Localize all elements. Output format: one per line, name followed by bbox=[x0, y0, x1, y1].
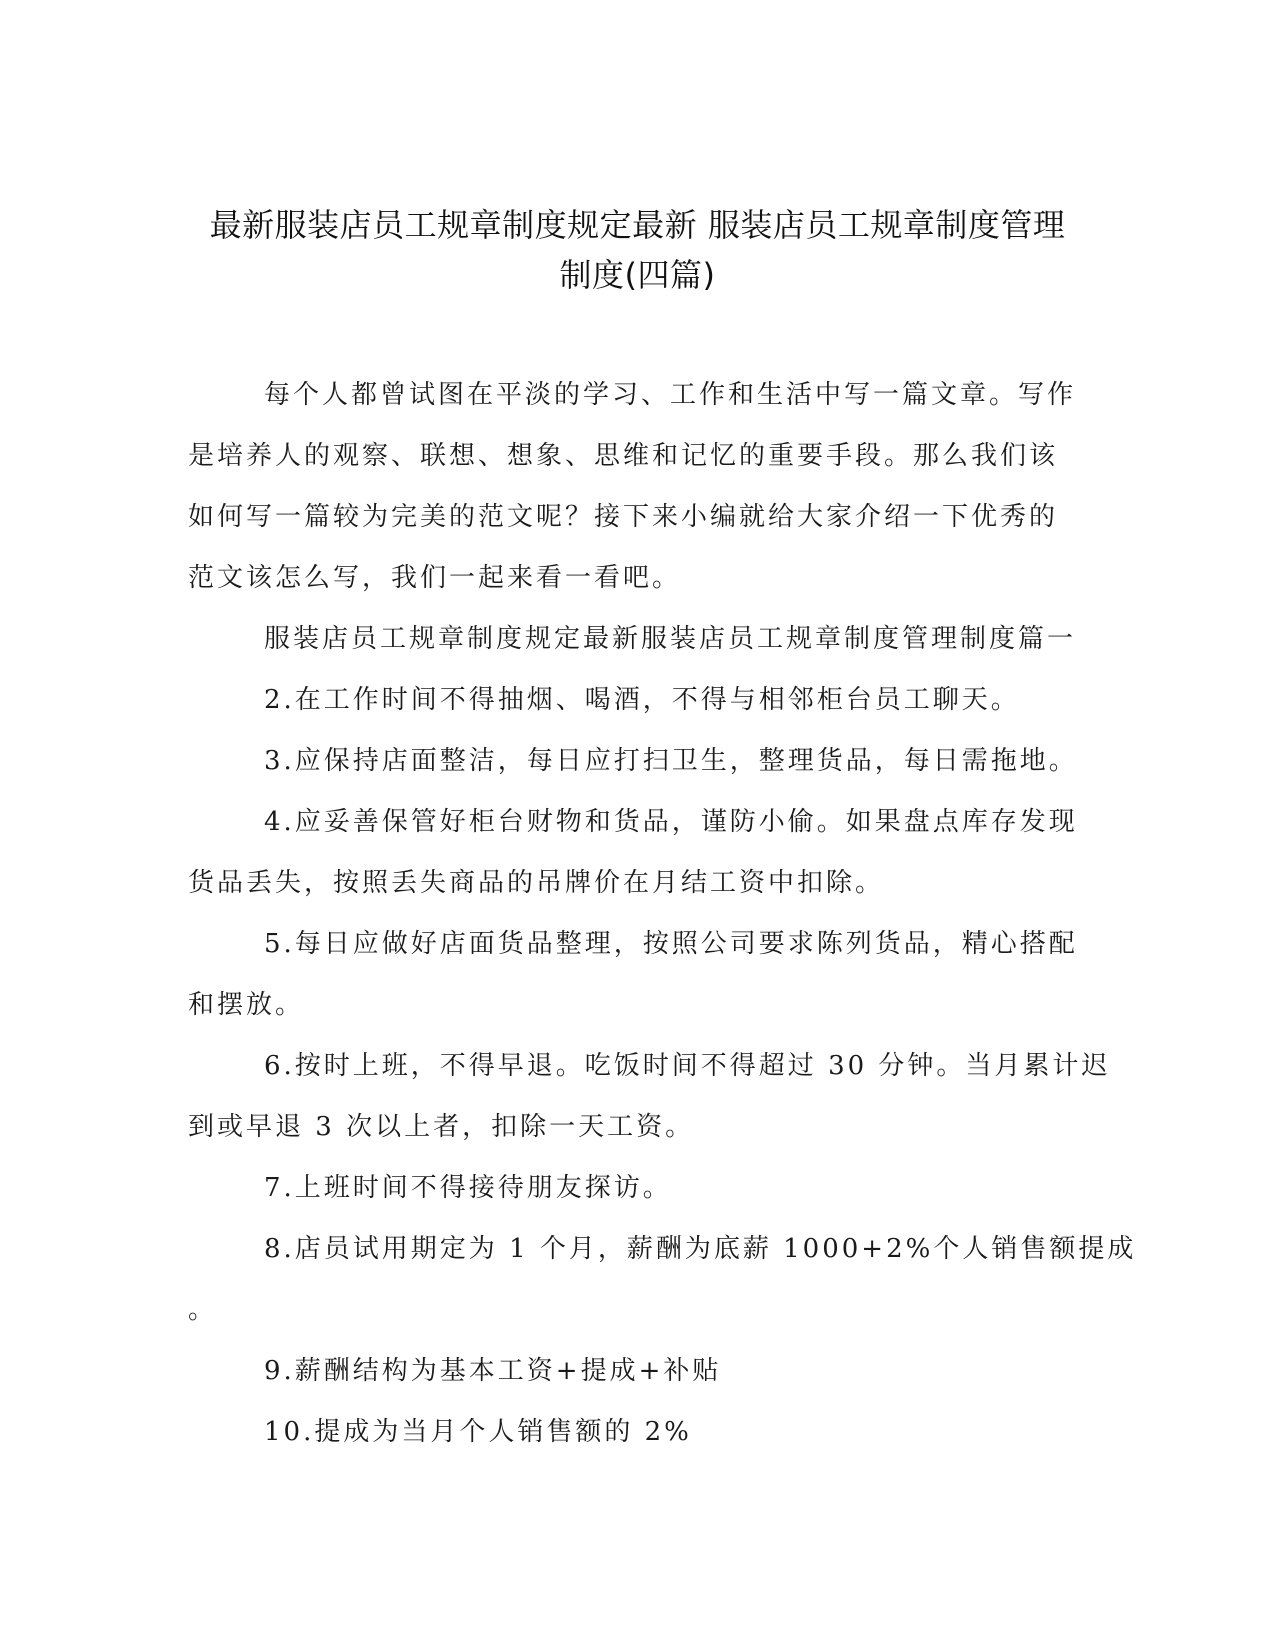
rule-item: 6.按时上班，不得早退。吃饭时间不得超过 30 分钟。当月累计迟 bbox=[264, 1051, 1111, 1081]
section-heading: 服装店员工规章制度规定最新服装店员工规章制度管理制度篇一 bbox=[264, 624, 1077, 654]
rule-item: 10.提成为当月个人销售额的 2% bbox=[264, 1417, 692, 1447]
rule-item-continuation: 和摆放。 bbox=[188, 990, 305, 1020]
title-line-1: 最新服装店员工规章制度规定最新 服装店员工规章制度管理 bbox=[209, 206, 1066, 244]
paragraph-line: 是培养人的观察、联想、想象、思维和记忆的重要手段。那么我们该 bbox=[188, 441, 1059, 471]
rule-item: 3.应保持店面整洁，每日应打扫卫生，整理货品，每日需拖地。 bbox=[264, 746, 1078, 776]
rule-item: 7.上班时间不得接待朋友探访。 bbox=[264, 1173, 672, 1203]
paragraph-line: 范文该怎么写，我们一起来看一看吧。 bbox=[188, 563, 682, 593]
document-title bbox=[150, 200, 1125, 300]
rule-item: 8.店员试用期定为 1 个月，薪酬为底薪 1000+2%个人销售额提成 bbox=[264, 1234, 1137, 1264]
rule-item: 2.在工作时间不得抽烟、喝酒，不得与相邻柜台员工聊天。 bbox=[264, 685, 1020, 715]
rule-item: 9.薪酬结构为基本工资+提成+补贴 bbox=[264, 1356, 722, 1386]
paragraph-line: 如何写一篇较为完美的范文呢？接下来小编就给大家介绍一下优秀的 bbox=[188, 502, 1059, 532]
document-body bbox=[188, 365, 1137, 1463]
title-line-2: 制度(四篇) bbox=[559, 256, 716, 294]
rule-item-continuation: 到或早退 3 次以上者，扣除一天工资。 bbox=[188, 1112, 695, 1142]
rule-item: 5.每日应做好店面货品整理，按照公司要求陈列货品，精心搭配 bbox=[264, 929, 1078, 959]
paragraph-line: 每个人都曾试图在平淡的学习、工作和生活中写一篇文章。写作 bbox=[264, 380, 1077, 410]
rule-item-continuation: 货品丢失，按照丢失商品的吊牌价在月结工资中扣除。 bbox=[188, 868, 885, 898]
rule-item: 4.应妥善保管好柜台财物和货品，谨防小偷。如果盘点库存发现 bbox=[264, 807, 1078, 837]
rule-item-continuation: 。 bbox=[188, 1295, 218, 1325]
